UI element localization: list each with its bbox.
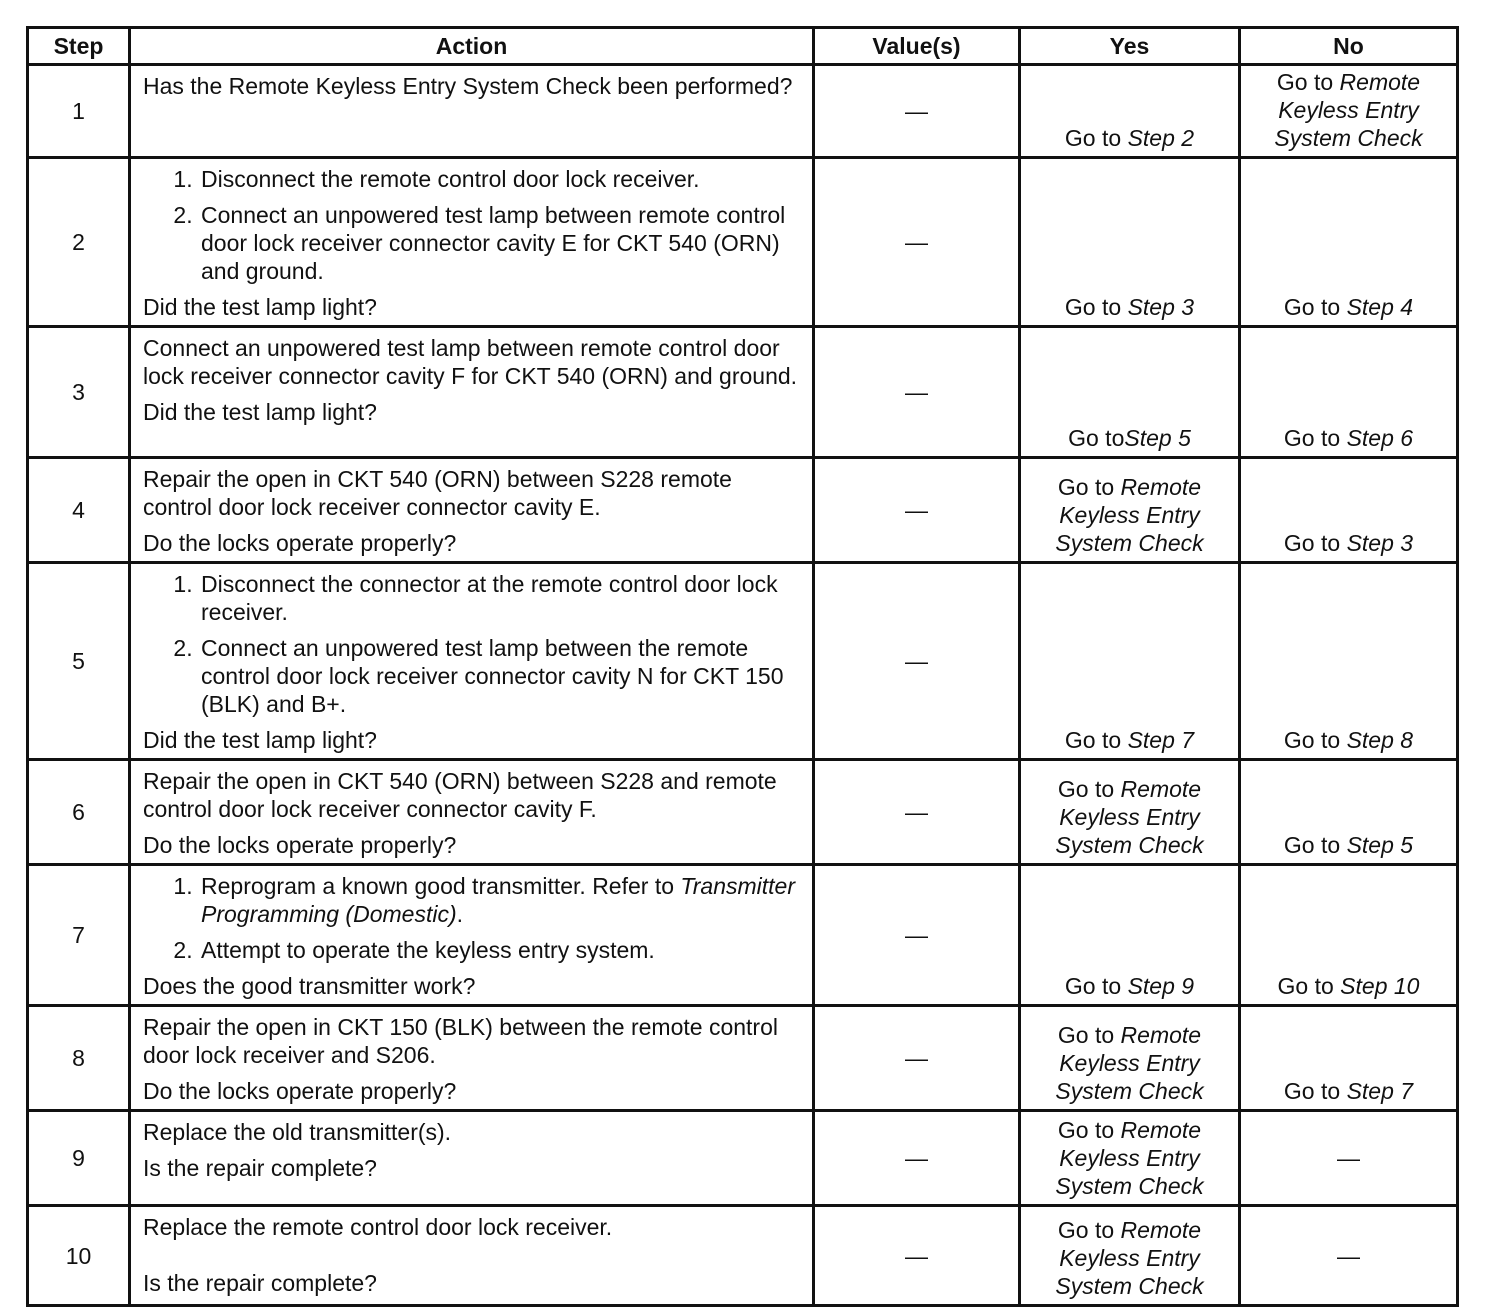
action-question: Did the test lamp light?: [143, 727, 377, 753]
value-cell: —: [814, 158, 1020, 327]
no-target: Step 10: [1340, 973, 1420, 999]
action-cell: [130, 865, 814, 1006]
no-cell: —: [1240, 1111, 1458, 1206]
action-question: Do the locks operate properly?: [143, 530, 457, 556]
table-row: [28, 458, 1458, 563]
yes-prefix: Go to: [1057, 1217, 1121, 1243]
value-cell: —: [814, 327, 1020, 458]
action-cell: [130, 1111, 814, 1206]
step-number: 6: [28, 760, 130, 865]
action-question: Is the repair complete?: [143, 1270, 377, 1296]
yes-prefix: Go to: [1064, 973, 1128, 999]
value-cell: —: [814, 65, 1020, 158]
step-number: 7: [28, 865, 130, 1006]
table-row: [28, 563, 1458, 760]
action-question: Does the good transmitter work?: [143, 973, 476, 999]
yes-cell: [1020, 158, 1240, 327]
action-question: Did the test lamp light?: [143, 294, 377, 320]
yes-target: Remote Keyless Entry System Check: [1055, 1022, 1204, 1104]
action-cell: [130, 158, 814, 327]
action-list-item: 1. Disconnect the connector at the remote control door lock receiver.: [199, 570, 802, 626]
action-list-item: 2. Connect an unpowered test lamp between remote control door lock receiver connector cavity E for CKT 540 (ORN) and ground.: [199, 201, 802, 285]
action-item-reference: Transmitter Programming (Domestic): [201, 873, 795, 927]
no-cell: [1240, 65, 1458, 158]
no-target: Remote Keyless Entry System Check: [1274, 69, 1423, 151]
action-list: [143, 165, 802, 285]
yes-cell: [1020, 458, 1240, 563]
action-cell: [130, 327, 814, 458]
no-target: Step 5: [1346, 832, 1414, 858]
no-cell: —: [1240, 1206, 1458, 1306]
action-text: Replace the remote control door lock receiver.: [143, 1214, 613, 1240]
yes-cell: [1020, 865, 1240, 1006]
table-row: [28, 1111, 1458, 1206]
yes-prefix: Go to: [1057, 776, 1121, 802]
no-prefix: Go to: [1283, 1078, 1347, 1104]
action-text: Repair the open in CKT 540 (ORN) between S228 remote control door lock receiver connector cavity E.: [143, 466, 732, 520]
action-list: [143, 872, 802, 964]
no-prefix: Go to: [1283, 425, 1347, 451]
value-cell: —: [814, 760, 1020, 865]
action-question: Did the test lamp light?: [143, 399, 377, 425]
yes-target: Remote Keyless Entry System Check: [1055, 1217, 1204, 1299]
yes-target: Remote Keyless Entry System Check: [1055, 474, 1204, 556]
yes-cell: [1020, 1006, 1240, 1111]
no-prefix: Go to: [1283, 727, 1347, 753]
yes-prefix: Go to: [1068, 425, 1125, 451]
action-list: [143, 570, 802, 718]
value-cell: —: [814, 458, 1020, 563]
yes-prefix: Go to: [1057, 1117, 1121, 1143]
action-question: Do the locks operate properly?: [143, 1078, 457, 1104]
value-cell: —: [814, 563, 1020, 760]
header-step: Step: [28, 28, 130, 65]
no-prefix: Go to: [1283, 530, 1347, 556]
action-question: Do the locks operate properly?: [143, 832, 457, 858]
no-prefix: Go to: [1283, 832, 1347, 858]
yes-prefix: Go to: [1064, 125, 1128, 151]
yes-cell: [1020, 65, 1240, 158]
yes-prefix: Go to: [1064, 294, 1128, 320]
yes-prefix: Go to: [1057, 1022, 1121, 1048]
no-cell: [1240, 865, 1458, 1006]
action-item-suffix: .: [456, 901, 463, 927]
yes-target: Step 2: [1127, 125, 1195, 151]
table-row: [28, 1006, 1458, 1111]
yes-cell: [1020, 327, 1240, 458]
action-list-item: 1. Disconnect the remote control door lock receiver.: [199, 165, 802, 193]
action-item-prefix: Reprogram a known good transmitter. Refer to: [201, 873, 681, 899]
yes-cell: [1020, 563, 1240, 760]
step-number: 8: [28, 1006, 130, 1111]
action-content: [143, 1213, 802, 1297]
no-prefix: Go to: [1276, 69, 1340, 95]
yes-target: Step 3: [1127, 294, 1195, 320]
action-question: Is the repair complete?: [143, 1155, 377, 1181]
no-target: Step 4: [1346, 294, 1414, 320]
table-row: [28, 65, 1458, 158]
action-text: Repair the open in CKT 150 (BLK) between the remote control door lock receiver and S206.: [143, 1014, 778, 1068]
value-cell: —: [814, 1006, 1020, 1111]
table-row: [28, 158, 1458, 327]
no-target: Step 3: [1346, 530, 1414, 556]
no-target: Step 6: [1346, 425, 1414, 451]
header-yes: Yes: [1020, 28, 1240, 65]
step-number: 5: [28, 563, 130, 760]
yes-target: Step 5: [1124, 425, 1191, 451]
header-row: [28, 28, 1458, 65]
step-number: 3: [28, 327, 130, 458]
header-no: No: [1240, 28, 1458, 65]
yes-target: Remote Keyless Entry System Check: [1055, 1117, 1204, 1199]
no-cell: [1240, 327, 1458, 458]
yes-cell: [1020, 1111, 1240, 1206]
table-row: [28, 760, 1458, 865]
value-cell: —: [814, 1111, 1020, 1206]
no-prefix: Go to: [1277, 973, 1341, 999]
yes-target: Step 7: [1127, 727, 1195, 753]
yes-cell: [1020, 1206, 1240, 1306]
no-prefix: Go to: [1283, 294, 1347, 320]
step-number: 9: [28, 1111, 130, 1206]
action-cell: [130, 1006, 814, 1111]
no-cell: [1240, 563, 1458, 760]
action-cell: [130, 65, 814, 158]
value-cell: —: [814, 1206, 1020, 1306]
table-row: [28, 865, 1458, 1006]
action-list-item: 2. Attempt to operate the keyless entry system.: [199, 936, 802, 964]
step-number: 2: [28, 158, 130, 327]
value-cell: —: [814, 865, 1020, 1006]
yes-target: Remote Keyless Entry System Check: [1055, 776, 1204, 858]
diagnostic-table: [26, 26, 1459, 1307]
action-text: Replace the old transmitter(s).: [143, 1119, 452, 1145]
step-number: 4: [28, 458, 130, 563]
action-text: Repair the open in CKT 540 (ORN) between S228 and remote control door lock receiver connector cavity F.: [143, 768, 777, 822]
action-cell: [130, 760, 814, 865]
yes-prefix: Go to: [1064, 727, 1128, 753]
action-list-item: 2. Connect an unpowered test lamp between the remote control door lock receiver connector cavity N for CKT 150 (BLK) and B+.: [199, 634, 802, 718]
step-number: 1: [28, 65, 130, 158]
yes-prefix: Go to: [1057, 474, 1121, 500]
table-row: [28, 1206, 1458, 1306]
action-text: Connect an unpowered test lamp between remote control door lock receiver connector cavity F for CKT 540 (ORN) and ground.: [143, 335, 798, 389]
action-cell: [130, 458, 814, 563]
no-cell: [1240, 458, 1458, 563]
no-cell: [1240, 760, 1458, 865]
action-cell: [130, 1206, 814, 1306]
yes-target: Step 9: [1127, 973, 1195, 999]
no-target: Step 8: [1346, 727, 1414, 753]
no-cell: [1240, 1006, 1458, 1111]
header-action: Action: [130, 28, 814, 65]
action-text: Has the Remote Keyless Entry System Check been performed?: [143, 73, 793, 99]
action-list-item: [199, 872, 802, 928]
no-target: Step 7: [1346, 1078, 1414, 1104]
table-row: [28, 327, 1458, 458]
action-cell: [130, 563, 814, 760]
header-values: Value(s): [814, 28, 1020, 65]
yes-cell: [1020, 760, 1240, 865]
no-cell: [1240, 158, 1458, 327]
step-number: 10: [28, 1206, 130, 1306]
